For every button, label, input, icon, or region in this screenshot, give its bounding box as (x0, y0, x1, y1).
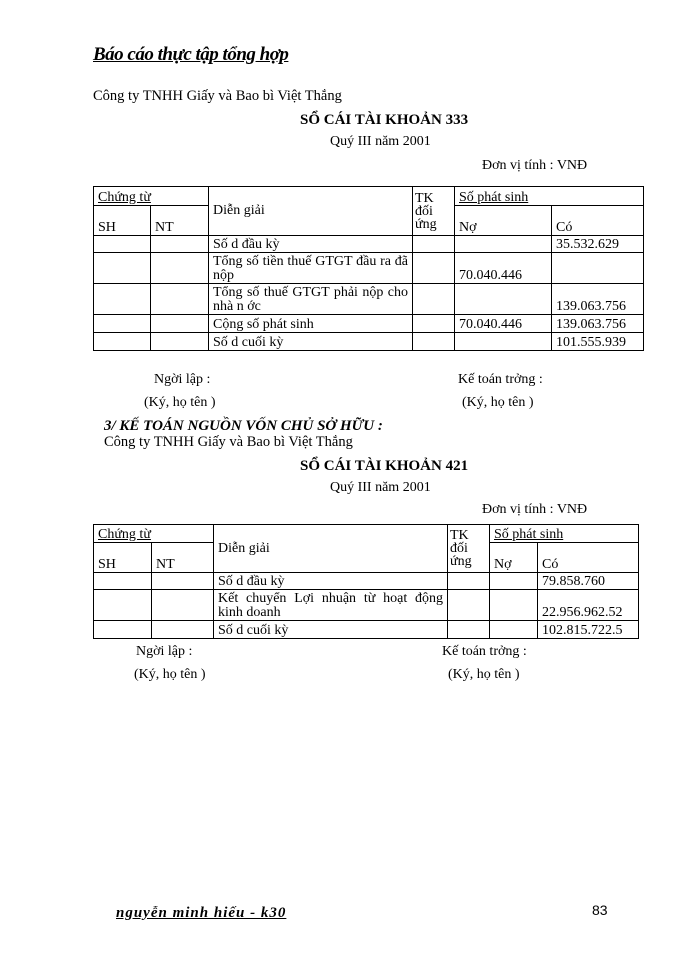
unit-label-333: Đơn vị tính : VNĐ (482, 158, 588, 173)
credit-header: Có (552, 206, 644, 236)
table-row (94, 573, 639, 590)
row-description: Số d đầu kỳ (214, 573, 448, 590)
sh-header: SH (94, 206, 151, 236)
preparer-label-421: Ngời lập : (136, 644, 193, 659)
credit-header: Có (538, 543, 639, 573)
table-row (94, 253, 644, 284)
row-debit (455, 236, 552, 253)
ledger-table-421 (93, 524, 639, 639)
account-header: TK đối ứng (448, 525, 490, 573)
row-debit (455, 333, 552, 351)
row-debit: 70.040.446 (455, 253, 552, 284)
debit-header: Nợ (455, 206, 552, 236)
ledger-period-333: Quý III năm 2001 (330, 134, 431, 149)
table-row (94, 236, 644, 253)
table-row (94, 284, 644, 315)
row-credit: 35.532.629 (552, 236, 644, 253)
amount-header: Số phát sinh (455, 187, 644, 206)
row-credit: 139.063.756 (552, 284, 644, 315)
table-row (94, 315, 644, 333)
table-row (94, 333, 644, 351)
row-description: Kết chuyển Lợi nhuận từ hoạt động kinh doanh (214, 590, 448, 621)
page-header-title: Báo cáo thực tập tổng hợp (93, 44, 289, 65)
preparer-note-421: (Ký, họ tên ) (134, 667, 206, 682)
ledger-period-421: Quý III năm 2001 (330, 480, 431, 495)
ledger-title-421: SỔ CÁI TÀI KHOẢN 421 (300, 458, 469, 474)
sh-header: SH (94, 543, 152, 573)
row-credit (552, 253, 644, 284)
row-debit (490, 621, 538, 639)
row-description: Cộng số phát sinh (209, 315, 413, 333)
row-credit: 79.858.760 (538, 573, 639, 590)
preparer-note-333: (Ký, họ tên ) (144, 395, 216, 410)
accountant-label-333: Kế toán trởng : (458, 372, 543, 387)
accountant-label-421: Kế toán trởng : (442, 644, 527, 659)
table-row (94, 621, 639, 639)
row-credit: 139.063.756 (552, 315, 644, 333)
description-header: Diễn giải (214, 525, 448, 573)
table-row (94, 590, 639, 621)
row-debit: 70.040.446 (455, 315, 552, 333)
footer-author-signature: nguyễn minh hiếu - k30 (116, 905, 287, 921)
voucher-header: Chứng từ (94, 187, 209, 206)
row-debit (490, 590, 538, 621)
nt-header: NT (152, 543, 214, 573)
row-debit (490, 573, 538, 590)
row-credit: 22.956.962.52 (538, 590, 639, 621)
row-description: Tổng số tiền thuế GTGT đầu ra đã nộp (209, 253, 413, 284)
ledger-table-333 (93, 186, 644, 351)
accountant-note-421: (Ký, họ tên ) (448, 667, 520, 682)
amount-header: Số phát sinh (490, 525, 639, 543)
account-header: TK đối ứng (413, 187, 455, 236)
row-description: Số d đầu kỳ (209, 236, 413, 253)
ledger-title-333: SỔ CÁI TÀI KHOẢN 333 (300, 112, 469, 128)
row-description: Số d cuối kỳ (214, 621, 448, 639)
company-name-333: Công ty TNHH Giấy và Bao bì Việt Thắng (93, 88, 342, 104)
preparer-label-333: Ngời lập : (154, 372, 211, 387)
row-credit: 101.555.939 (552, 333, 644, 351)
row-description: Tổng số thuế GTGT phải nộp cho nhà n ớc (209, 284, 413, 315)
nt-header: NT (151, 206, 209, 236)
section-heading: 3/ KẾ TOÁN NGUỒN VỐN CHỦ SỞ HỮU : (104, 418, 383, 434)
row-debit (455, 284, 552, 315)
accountant-note-333: (Ký, họ tên ) (462, 395, 534, 410)
description-header: Diễn giải (209, 187, 413, 236)
company-name-421: Công ty TNHH Giấy và Bao bì Việt Thắng (104, 434, 353, 450)
row-description: Số d cuối kỳ (209, 333, 413, 351)
debit-header: Nợ (490, 543, 538, 573)
row-credit: 102.815.722.5 (538, 621, 639, 639)
voucher-header: Chứng từ (94, 525, 214, 543)
unit-label-421: Đơn vị tính : VNĐ (482, 502, 588, 517)
page-number: 83 (592, 902, 608, 918)
